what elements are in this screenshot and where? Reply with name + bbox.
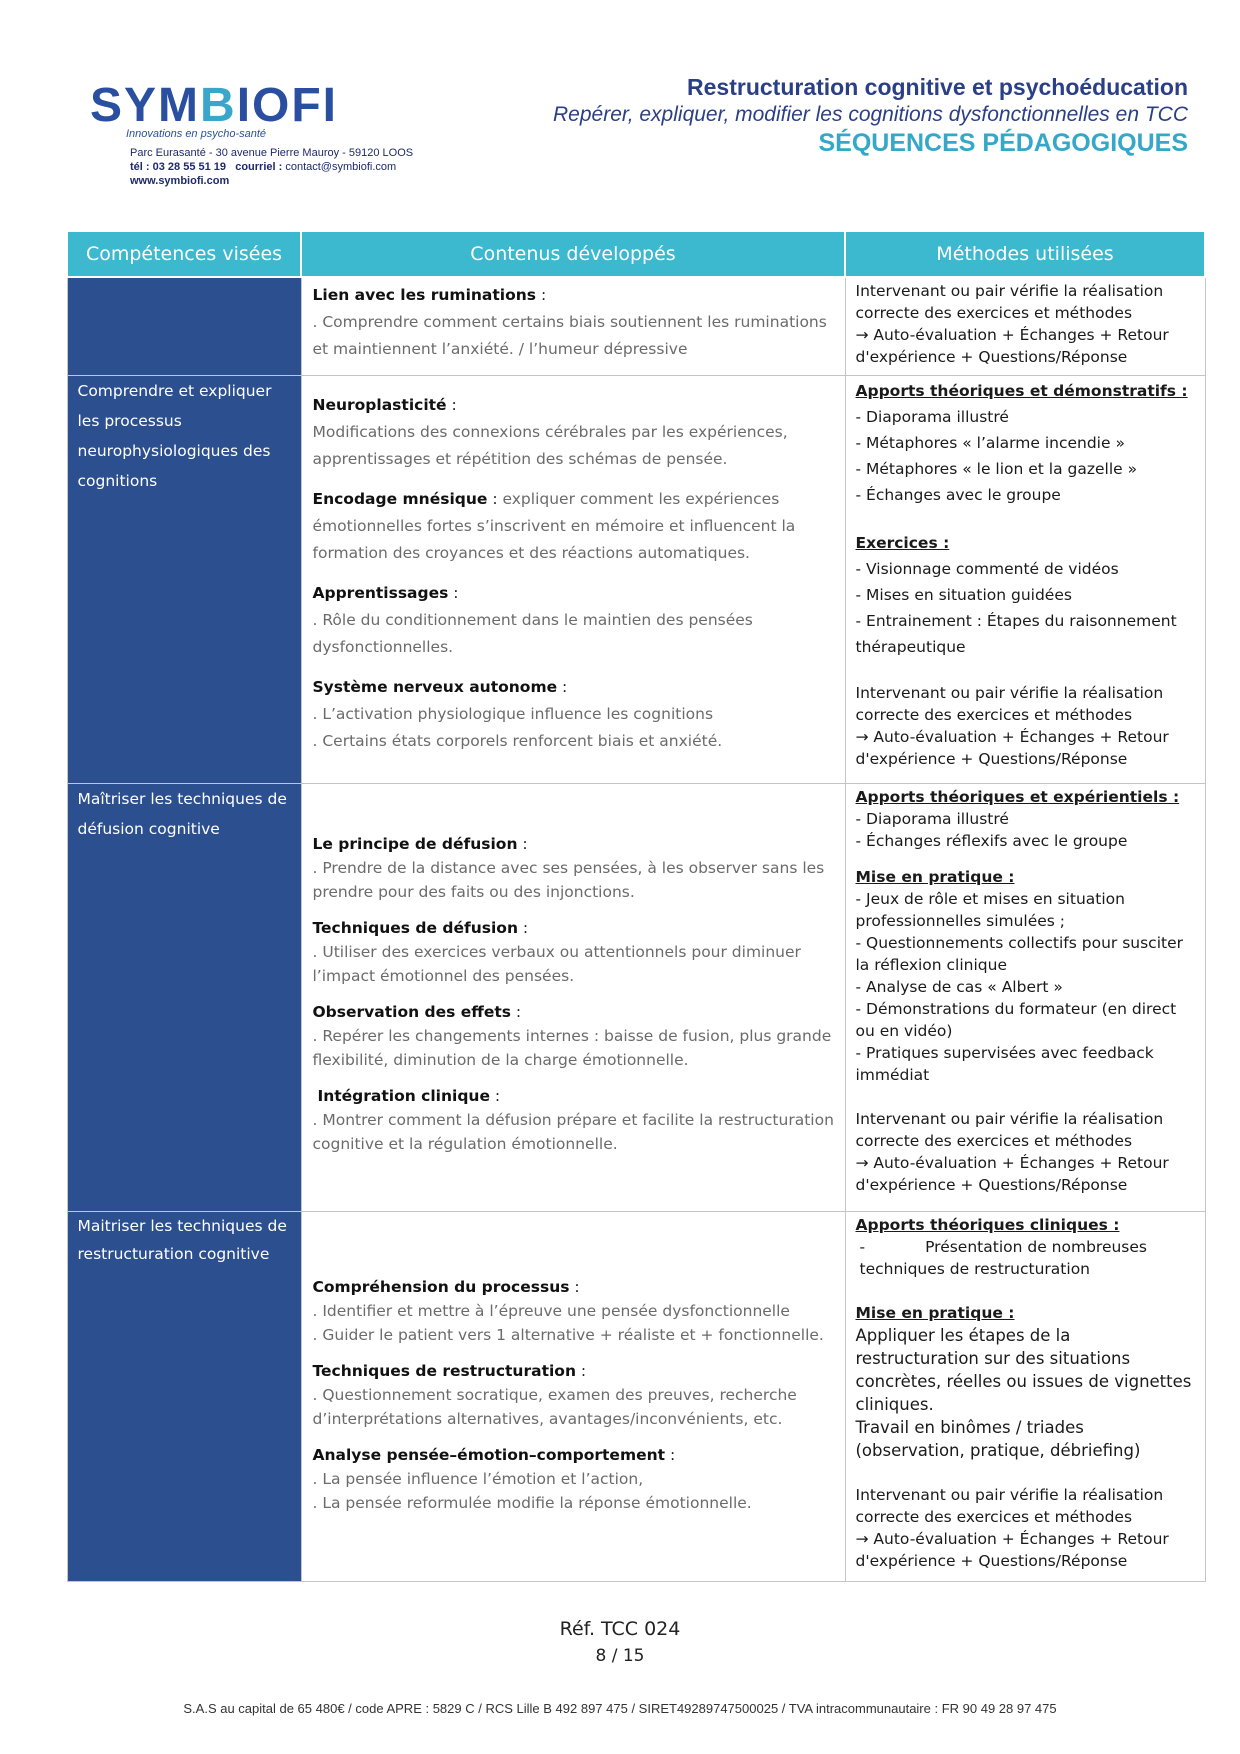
content-heading: Encodage mnésique (312, 489, 488, 508)
table-row (67, 1211, 1205, 1581)
methods-cell (845, 375, 1205, 783)
logo-wordmark: SYMBIOFI (90, 79, 339, 132)
content-heading: Compréhension du processus (312, 1278, 570, 1296)
methods-cell (845, 1211, 1205, 1581)
content-heading: Observation des effets (312, 1002, 511, 1021)
methods-line: → Auto-évaluation + Échanges + Retour (855, 727, 1169, 746)
competence-cell-empty (67, 277, 301, 375)
content-heading: Analyse pensée–émotion–comportement (312, 1446, 666, 1464)
methods-item: - Échanges réflexifs avec le groupe (855, 831, 1128, 850)
content-text: . Rôle du conditionnement dans le maintien des pensées dysfonctionnelles. (312, 610, 753, 656)
content-heading: Techniques de restructuration (312, 1362, 576, 1380)
content-text: . Utiliser des exercices verbaux ou attentionnels pour diminuer l’impact émotionnel des pensées. (312, 942, 801, 985)
content-text: . La pensée influence l’émotion et l’action, (312, 1470, 644, 1488)
content-cell: Compréhension du processus : . Identifier et mettre à l’épreuve une pensée dysfonctionnelle . Guider le patient vers 1 alternative + réaliste et + fonctionnelle. Techniques de restructuration : . Questionnement socratique, examen des preuves, recherche d’interprétations alternatives, avantages/inconvénients, etc. Analyse pensée–émotion–comportement : . La pensée influence l’émotion et l’action, . La pensée reformulée modifie la réponse émotionnelle. (301, 1211, 845, 1581)
competence-cell: Maitriser les techniques de restructuration cognitive (67, 1211, 301, 1581)
mail-value[interactable]: contact@symbiofi.com (285, 161, 397, 173)
methods-line: → Auto-évaluation + Échanges + Retour (855, 1153, 1169, 1172)
methods-text: Appliquer les étapes de la restructuration sur des situations concrètes, réelles ou issues de vignettes cliniques. (855, 1325, 1192, 1414)
content-heading: Apprentissages (312, 583, 449, 602)
methods-line: d'expérience + Questions/Réponse (855, 749, 1128, 768)
document-subtitle: Repérer, expliquer, modifier les cognitions dysfonctionnelles en TCC (553, 103, 1188, 126)
content-heading: Le principe de défusion (312, 834, 518, 853)
content-heading: Techniques de défusion (312, 918, 518, 937)
methods-line: Intervenant ou pair vérifie la réalisation (855, 282, 1164, 300)
table-row (67, 277, 1205, 375)
content-heading: Neuroplasticité (312, 395, 447, 414)
methods-item: - Questionnements collectifs pour susciter la réflexion clinique (855, 933, 1183, 974)
contact-block (130, 146, 413, 188)
header-contenus: Contenus développés (301, 231, 845, 277)
methods-subheading: Apports théoriques et démonstratifs : (855, 381, 1188, 400)
methods-item: - Diaporama illustré (855, 809, 1009, 828)
page-number: 8 / 15 (595, 1646, 645, 1666)
section-title: SÉQUENCES PÉDAGOGIQUES (818, 129, 1188, 157)
content-heading: Lien avec les ruminations (312, 286, 537, 304)
methods-line: d'expérience + Questions/Réponse (855, 1551, 1128, 1570)
methods-item: - Visionnage commenté de vidéos (855, 559, 1119, 578)
content-text: . Guider le patient vers 1 alternative + réaliste et + fonctionnelle. (312, 1326, 824, 1344)
contact-address: Parc Eurasanté - 30 avenue Pierre Mauroy - 59120 LOOS (130, 147, 414, 159)
methods-line: correcte des exercices et méthodes (855, 1131, 1133, 1150)
methods-line: correcte des exercices et méthodes (855, 1507, 1133, 1526)
company-logo (90, 79, 339, 140)
content-cell: Le principe de défusion : . Prendre de la distance avec ses pensées, à les observer sans les prendre pour des faits ou des injonctions. Techniques de défusion : . Utiliser des exercices verbaux ou attentionnels pour diminuer l’impact émotionnel des pensées. Observation des effets : . Repérer les changements internes : baisse de fusion, plus grande flexibilité, diminution de la charge émotionnelle. Intégration clinique : . Montrer comment la défusion prépare et facilite la restructuration cognitive et la régulation émotionnelle. (301, 783, 845, 1211)
methods-text: Travail en binômes / triades (observation, pratique, débriefing) (855, 1417, 1141, 1460)
header-methodes: Méthodes utilisées (845, 231, 1205, 277)
content-text: Modifications des connexions cérébrales par les expériences, apprentissages et répétition des schémas de pensée. (312, 422, 788, 468)
content-heading: Système nerveux autonome (312, 677, 558, 696)
methods-item: - Analyse de cas « Albert » (855, 977, 1063, 996)
methods-item: - Échanges avec le groupe (855, 485, 1061, 504)
competence-cell: Comprendre et expliquer les processus neurophysiologiques des cognitions (67, 375, 301, 783)
content-heading: Intégration clinique (317, 1086, 490, 1105)
document-title: Restructuration cognitive et psychoéducation (687, 74, 1188, 100)
methods-subheading: Mise en pratique : (855, 1303, 1015, 1322)
methods-line: correcte des exercices et méthodes (855, 304, 1133, 322)
table-row (67, 783, 1205, 1211)
methods-line: d'expérience + Questions/Réponse (855, 348, 1128, 366)
methods-subheading: Mise en pratique : (855, 867, 1015, 886)
content-text: . Repérer les changements internes : baisse de fusion, plus grande flexibilité, diminution de la charge émotionnelle. (312, 1026, 832, 1069)
website-link[interactable]: www.symbiofi.com (130, 175, 230, 187)
pedagogical-sequences-table (66, 230, 1206, 1582)
content-text: . Comprendre comment certains biais soutiennent les ruminations et maintiennent l’anxiété. / l’humeur dépressive (312, 313, 827, 358)
content-cell: Neuroplasticité : Modifications des connexions cérébrales par les expériences, apprentissages et répétition des schémas de pensée. Encodage mnésique : expliquer comment les expériences émotionnelles fortes s’inscrivent en mémoire et influencent la formation des croyances et des réactions automatiques. Apprentissages : . Rôle du conditionnement dans le maintien des pensées dysfonctionnelles. Système nerveux autonome : . L’activation physiologique influence les cognitions . Certains états corporels renforcent biais et anxiété. (301, 375, 845, 783)
content-text: . Identifier et mettre à l’épreuve une pensée dysfonctionnelle (312, 1302, 790, 1320)
methods-line: Intervenant ou pair vérifie la réalisation (855, 683, 1164, 702)
methods-subheading: Apports théoriques cliniques : (855, 1215, 1120, 1234)
methods-item: - Jeux de rôle et mises en situation professionnelles simulées ; (855, 889, 1125, 930)
content-text: . Certains états corporels renforcent biais et anxiété. (312, 731, 723, 750)
methods-subheading: Exercices : (855, 533, 950, 552)
methods-item (856, 1236, 1195, 1280)
table-header-row (67, 231, 1205, 277)
methods-cell (845, 783, 1205, 1211)
methods-text: Présentation de nombreuses techniques de restructuration (859, 1237, 1147, 1278)
content-text: . La pensée reformulée modifie la réponse émotionnelle. (312, 1494, 752, 1512)
reference-code: Réf. TCC 024 (559, 1618, 681, 1640)
methods-subheading: Apports théoriques et expérientiels : (855, 787, 1180, 806)
methods-item: - Pratiques supervisées avec feedback immédiat (855, 1043, 1154, 1084)
competence-cell: Maîtriser les techniques de défusion cognitive (67, 783, 301, 1211)
table-row (67, 375, 1205, 783)
title-block (553, 74, 1188, 158)
tel-label: tél : (130, 161, 150, 173)
methods-cell (845, 277, 1205, 375)
logo-tagline: Innovations en psycho-santé (126, 128, 267, 140)
content-cell: Lien avec les ruminations : . Comprendre comment certains biais soutiennent les ruminations et maintiennent l’anxiété. / l’humeur dépressive (301, 277, 845, 375)
methods-line: → Auto-évaluation + Échanges + Retour (855, 1529, 1169, 1548)
methods-line: Intervenant ou pair vérifie la réalisation (855, 1109, 1164, 1128)
methods-dash: - (859, 1237, 866, 1256)
methods-line: correcte des exercices et méthodes (855, 705, 1133, 724)
content-text: . Montrer comment la défusion prépare et facilite la restructuration cognitive et la régulation émotionnelle. (312, 1110, 834, 1153)
methods-item: - Démonstrations du formateur (en direct ou en vidéo) (855, 999, 1177, 1040)
methods-item: - Métaphores « le lion et la gazelle » (855, 459, 1138, 478)
header-competences: Compétences visées (67, 231, 301, 277)
methods-line: d'expérience + Questions/Réponse (855, 1175, 1128, 1194)
content-text: . L’activation physiologique influence les cognitions (312, 704, 714, 723)
content-text: . Questionnement socratique, examen des preuves, recherche d’interprétations alternatives, avantages/inconvénients, etc. (312, 1386, 797, 1428)
methods-item: - Métaphores « l’alarme incendie » (855, 433, 1125, 452)
content-text: expliquer comment les expériences émotionnelles fortes s’inscrivent en mémoire et influencent la formation des croyances et des réactions automatiques. (312, 489, 796, 562)
methods-item: - Mises en situation guidées (855, 585, 1072, 604)
content-text: . Prendre de la distance avec ses pensées, à les observer sans les prendre pour des faits ou des injonctions. (312, 858, 825, 901)
methods-item: - Entrainement : Étapes du raisonnement thérapeutique (855, 611, 1177, 656)
methods-line: → Auto-évaluation + Échanges + Retour (855, 326, 1169, 344)
contact-phone-mail (130, 160, 413, 174)
methods-item: - Diaporama illustré (855, 407, 1009, 426)
legal-footer: S.A.S au capital de 65 480€ / code APRE : 5829 C / RCS Lille B 492 897 475 / SIRET49289747500025 / TVA intracommunautaire : FR 90 49 28 97 475 (183, 1701, 1057, 1716)
methods-line: Intervenant ou pair vérifie la réalisation (855, 1485, 1164, 1504)
tel-value: 03 28 55 51 19 (152, 161, 227, 173)
mail-label: courriel : (235, 161, 283, 173)
